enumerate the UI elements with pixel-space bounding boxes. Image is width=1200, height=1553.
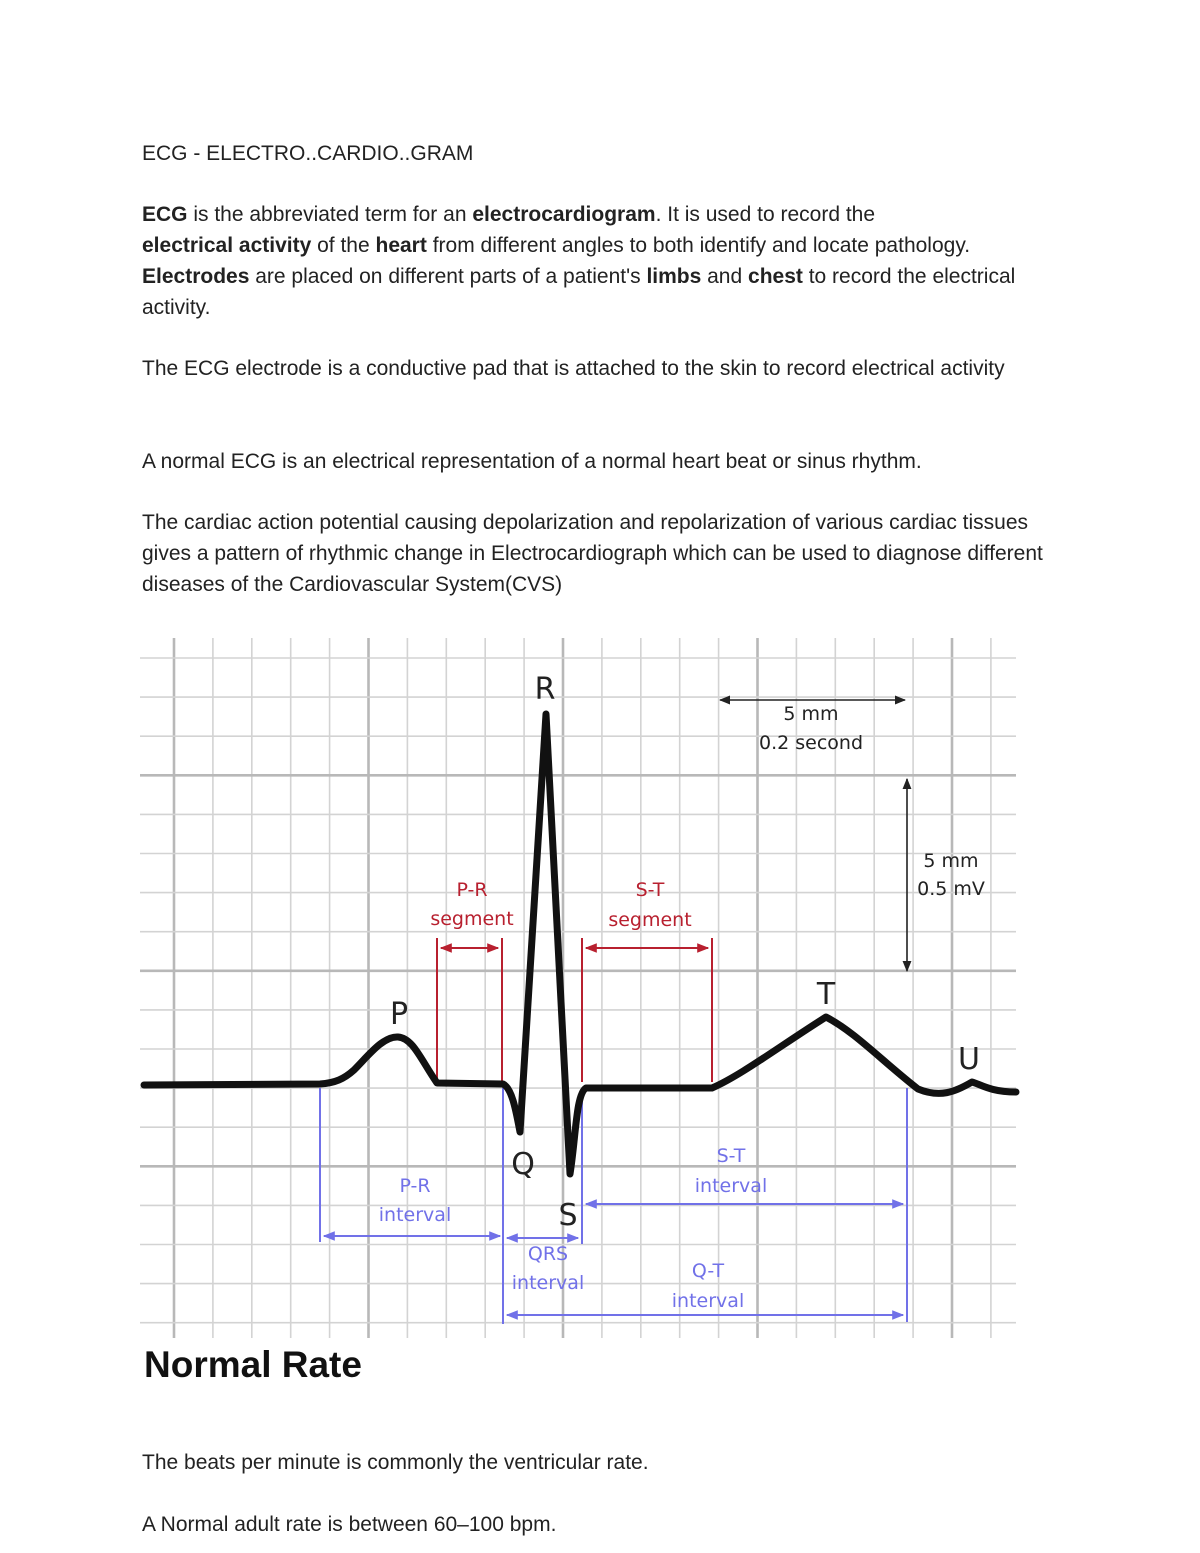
intro-text: to record the electrical activity.: [142, 265, 1016, 319]
voltage-scale-value: 0.5 mV: [917, 878, 985, 900]
bold-term: electrocardiogram: [472, 203, 656, 226]
action-potential-paragraph: The cardiac action potential causing depolarization and repolarization of various cardiac tissues gives a pattern of rhythmic change in Electrocardiograph which can be used to diagnose different diseases of the Cardiovascular System(CVS): [142, 511, 1043, 596]
pr-interval-label: P-R: [399, 1175, 431, 1197]
intro-text: and: [701, 265, 749, 288]
st-interval-label: interval: [694, 1175, 768, 1197]
ecg-grid: [140, 638, 1016, 1338]
st-interval-label: S-T: [716, 1145, 746, 1167]
wave-label-t: T: [816, 977, 836, 1012]
wave-label-r: R: [534, 672, 556, 707]
time-scale-value: 0.2 second: [758, 732, 864, 754]
pr-interval-label: interval: [378, 1204, 452, 1226]
intro-text: are placed on different parts of a patient's: [249, 265, 647, 288]
st-interval-marker: [586, 1088, 907, 1322]
bpm-paragraph: The beats per minute is commonly the ventricular rate.: [142, 1451, 649, 1474]
st-segment-label: segment: [608, 909, 692, 931]
bold-term: heart: [375, 234, 427, 257]
bold-term: Electrodes: [142, 265, 250, 288]
time-scale-mm: 5 mm: [783, 703, 839, 725]
normal-ecg-paragraph: A normal ECG is an electrical representation of a normal heart beat or sinus rhythm.: [142, 450, 922, 473]
wave-label-p: P: [389, 997, 409, 1032]
bold-term: electrical activity: [142, 234, 312, 257]
intro-text: is the abbreviated term for an: [187, 203, 473, 226]
wave-label-u: U: [958, 1042, 980, 1077]
intro-text: of the: [311, 234, 376, 257]
intro-text: from different angles to both identify and locate pathology.: [426, 234, 971, 257]
intro-text: . It is used to record the: [655, 203, 876, 226]
pr-segment-label: P-R: [456, 879, 488, 901]
intro-paragraph: [142, 199, 1072, 323]
ecg-diagram: [140, 636, 1020, 1340]
adult-rate-paragraph: A Normal adult rate is between 60–100 bpm.: [142, 1513, 557, 1536]
qrs-interval-label: QRS: [527, 1243, 569, 1265]
wave-label-s: S: [558, 1198, 578, 1233]
pr-segment-label: segment: [430, 908, 514, 930]
qt-interval-label: Q-T: [691, 1260, 725, 1282]
qrs-interval-label: interval: [511, 1272, 585, 1294]
st-segment-label: S-T: [635, 879, 665, 901]
voltage-scale-mm: 5 mm: [923, 850, 979, 872]
wave-label-q: Q: [511, 1147, 535, 1182]
bold-term: limbs: [646, 265, 702, 288]
ecg-trace: [144, 714, 1016, 1174]
document-title: ECG - ELECTRO..CARDIO..GRAM: [142, 142, 474, 165]
bold-term: chest: [748, 265, 803, 288]
qt-interval-label: interval: [671, 1290, 745, 1312]
bold-term: ECG: [142, 203, 188, 226]
normal-rate-heading: Normal Rate: [144, 1344, 362, 1385]
electrode-paragraph: The ECG electrode is a conductive pad that is attached to the skin to record electrical activity: [142, 357, 1005, 380]
